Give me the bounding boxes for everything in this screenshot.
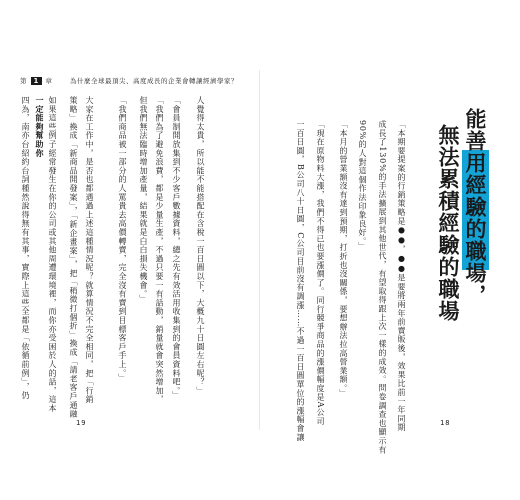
left-text-column-2: 一定能夠幫助你 bbox=[35, 96, 45, 158]
running-header-title: 為什麼全球最頂尖、高度成長的企業會轉讓經濟學家？ bbox=[70, 77, 238, 85]
right-text-column-5: 成長了130%的手法擴展到其他世代，有望取得跟上次一樣的成效。問卷調查也顯示有 bbox=[378, 120, 387, 455]
left-text-column-9: 「會員制開放集到不少客戶數據資料，總之先有效活用收集到的會員資料吧。」 bbox=[172, 96, 181, 400]
chapter-suffix: 章 bbox=[45, 77, 53, 85]
left-text-column-5: 大家在工作中，是否也都遇過上述這種情況呢？就算情況不完全相同，把「行銷 bbox=[85, 96, 94, 404]
left-text-column-8: 「我們為了避免浪費，都是少量生產，不過只要一有話動，銷量就會突然增加， bbox=[155, 96, 164, 404]
chapter-number: 1 bbox=[31, 77, 43, 85]
left-page-number: 19 bbox=[76, 419, 87, 427]
right-text-column-4: 90%的人對這個作法印象良好。」 bbox=[358, 120, 367, 251]
left-text-column-3: 如果這些例子經常發生在你的公司或其他周遭環境裡，而你亦受困於人的話，這本 bbox=[48, 96, 57, 413]
chapter-tag bbox=[20, 76, 53, 85]
left-text-column-4: 策略」換成「新商品開發案」，「新企畫案」，把「稍微打個折」換成「請老客戶通融 bbox=[69, 96, 78, 419]
right-text-column-2: 「現在原物料大漲，我們不得已也要漲價了。同行競爭商品的漲價幅度是A公司 bbox=[316, 120, 325, 426]
heading-line-1: 能善用經驗的職場， bbox=[463, 108, 487, 306]
page-gutter bbox=[259, 70, 260, 430]
left-text-column-1: 四為，南亦台紹約台詞種然說得無有其事，實際上這些全都是「依循前例」，仍 bbox=[21, 96, 30, 400]
left-text-column-7: 但我們無法臨時增加產量，結果就是白白損失機會。」 bbox=[139, 96, 148, 304]
left-text-column-10: 人覺得太貴，所以能不能搭配在含稅一百日圓以下，大概九十日圓左右呢？」 bbox=[196, 96, 205, 396]
chapter-prefix: 第 bbox=[20, 77, 28, 85]
right-text-column-6: 「本期要提案的行銷策略是●●，●●是要將兩年前賣販後，效果比前一年同期 bbox=[397, 120, 406, 432]
right-text-column-1: 一百日圓，B公司八十日圓，C公司目前沒有調漲……不過一百日圓單位的漲幅會讓 bbox=[296, 120, 305, 442]
left-text-column-6: 「我們商品被一部分的人罵貴去高價轉賣，完全沒有賣到目標客戶手上。」 bbox=[118, 96, 127, 383]
right-page-number: 18 bbox=[440, 419, 451, 427]
right-text-column-3: 「本月的營業額沒有達到預期，打折也沒關係，要想辦法拉高營業額。」 bbox=[339, 120, 348, 398]
heading-line-2: 無法累積經驗的職場 bbox=[436, 124, 460, 322]
